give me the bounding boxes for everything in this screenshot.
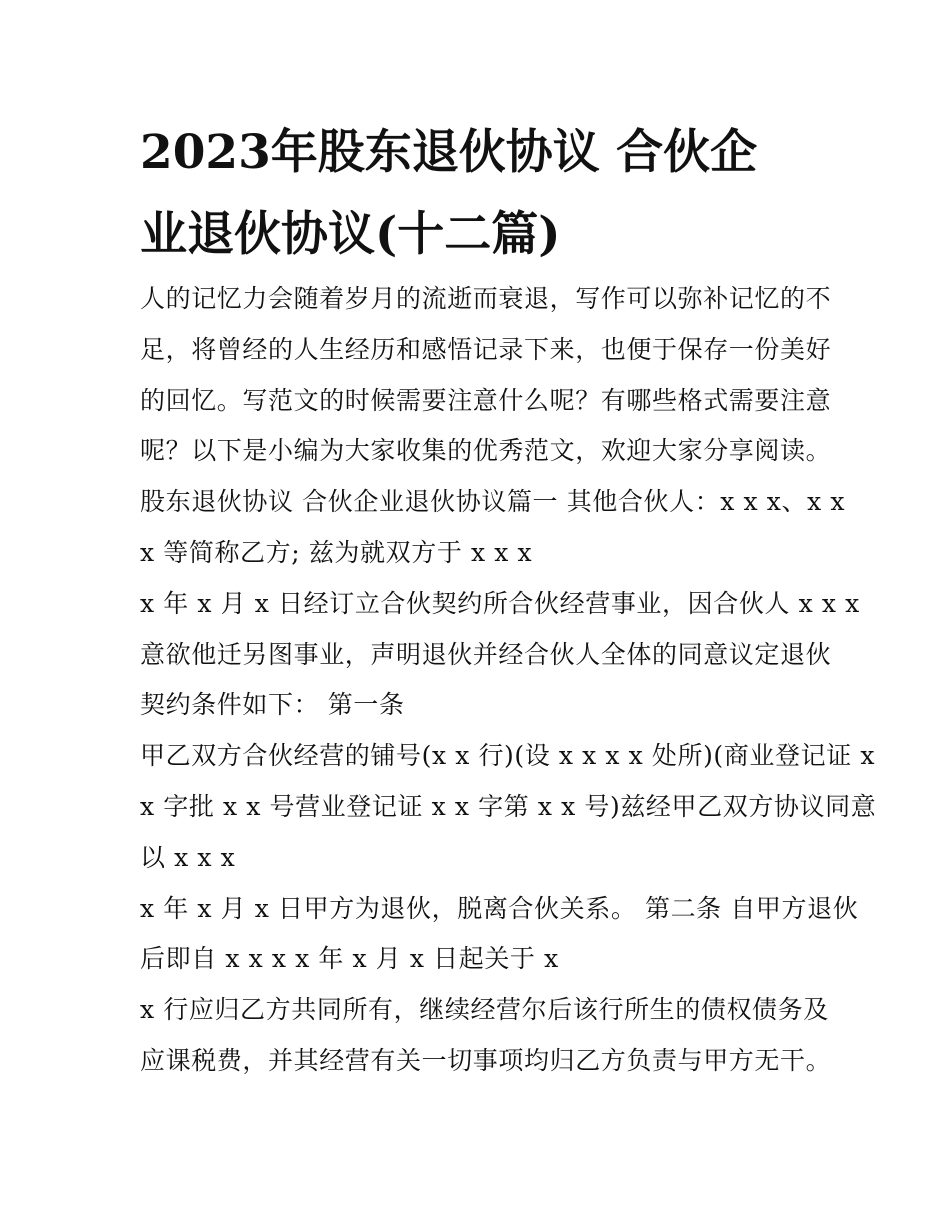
body-line: 应课税费，并其经营有关一切事项均归乙方负责与甲方无干。 [140, 1045, 832, 1075]
title-line-1: 2023年股东退伙协议 合伙企 [140, 125, 758, 180]
body-line: x 年 x 月 x 日甲方为退伙，脱离合伙关系。 第二条 自甲方退伙 [140, 893, 859, 923]
body-line: x 等简称乙方; 兹为就双方于 x x x [140, 537, 533, 567]
body-line: 股东退伙协议 合伙企业退伙协议篇一 其他合伙人：x x x、x x [140, 487, 846, 517]
body-line: 呢？以下是小编为大家收集的优秀范文，欢迎大家分享阅读。 [140, 436, 832, 466]
document-title [140, 112, 820, 276]
title-line-2: 业退伙协议(十二篇) [140, 207, 561, 262]
document-body [140, 274, 877, 1087]
body-line: 后即自 x x x x 年 x 月 x 日起关于 x [140, 944, 559, 974]
body-line: 契约条件如下： 第一条 [140, 690, 405, 720]
body-line: 以 x x x [140, 842, 236, 872]
body-line: 的回忆。写范文的时候需要注意什么呢？有哪些格式需要注意 [140, 385, 832, 415]
body-line: 意欲他迁另图事业，声明退伙并经合伙人全体的同意议定退伙 [140, 639, 832, 669]
body-line: 甲乙双方合伙经营的铺号(x x 行)(设 x x x x 处所)(商业登记证 x [140, 741, 876, 771]
body-line: x 行应归乙方共同所有，继续经营尔后该行所生的债权债务及 [140, 995, 829, 1025]
body-line: x 字批 x x 号营业登记证 x x 字第 x x 号)兹经甲乙双方协议同意 [140, 791, 877, 821]
body-line: x 年 x 月 x 日经订立合伙契约所合伙经营事业，因合伙人 x x x [140, 588, 860, 618]
body-line: 足，将曾经的人生经历和感悟记录下来，也便于保存一份美好 [140, 334, 832, 364]
body-line: 人的记忆力会随着岁月的流逝而衰退，写作可以弥补记忆的不 [140, 284, 832, 313]
